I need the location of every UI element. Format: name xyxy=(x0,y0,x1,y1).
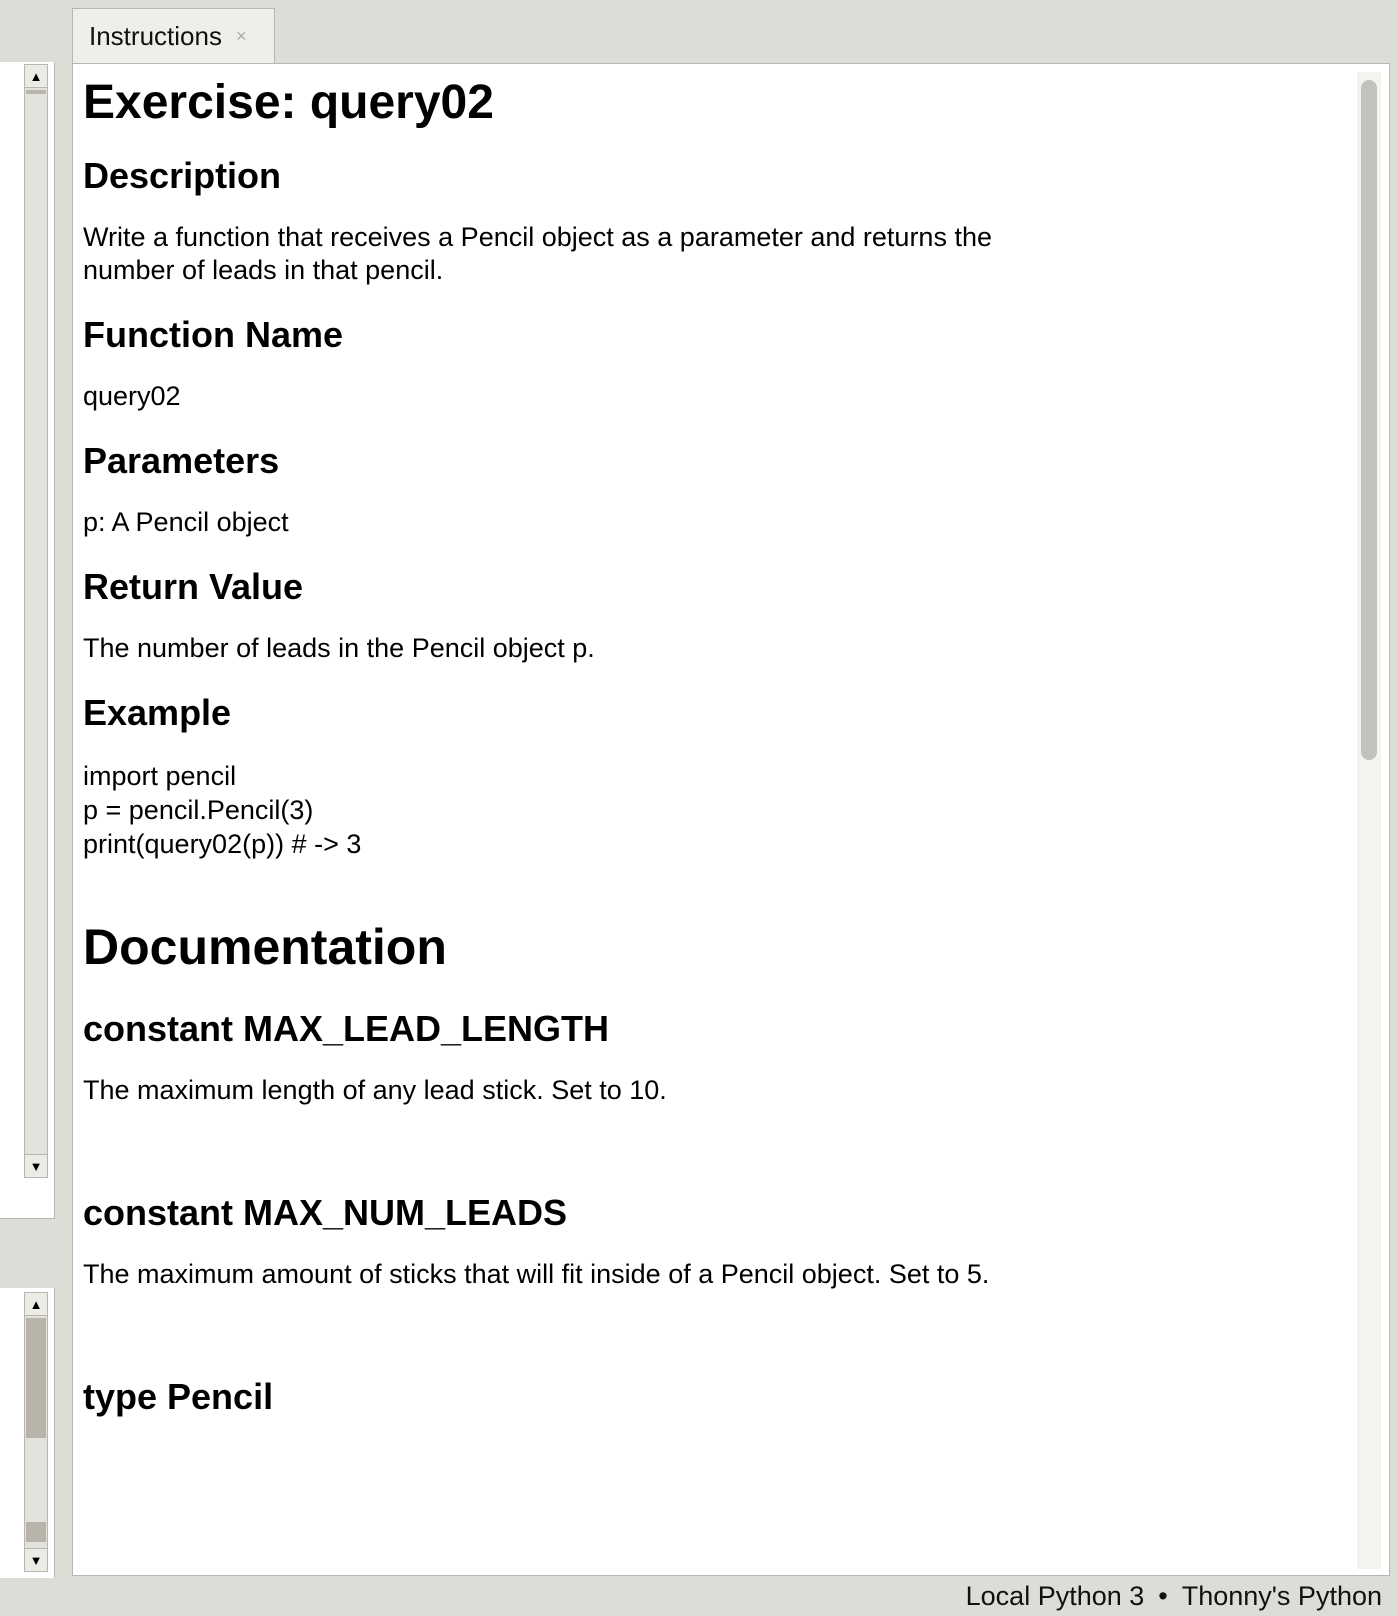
scroll-down-icon[interactable]: ▼ xyxy=(25,1154,47,1178)
python-status[interactable]: Thonny's Python xyxy=(1181,1580,1382,1611)
scroll-up-icon[interactable]: ▲ xyxy=(25,64,47,88)
function-name-heading: Function Name xyxy=(83,313,344,355)
description-heading: Description xyxy=(83,154,282,196)
example-line: p = pencil.Pencil(3) xyxy=(83,794,314,825)
instructions-scroll-thumb[interactable] xyxy=(1361,80,1377,760)
parameters-heading: Parameters xyxy=(83,439,280,481)
return-value-text: The number of leads in the Pencil object p. xyxy=(83,633,595,664)
scroll-down-icon[interactable]: ▼ xyxy=(25,1548,47,1572)
documentation-title: Documentation xyxy=(83,918,447,975)
interpreter-status[interactable]: Local Python 3 xyxy=(965,1580,1145,1611)
scroll-thumb-lower[interactable] xyxy=(26,1522,46,1542)
constant-max-lead-length-text: The maximum length of any lead stick. Set to 10. xyxy=(83,1074,667,1105)
left-bottom-scrollbar[interactable] xyxy=(24,1292,48,1572)
status-bar xyxy=(0,1576,1398,1616)
instructions-pane xyxy=(72,63,1390,1576)
example-line: print(query02(p)) # -> 3 xyxy=(83,828,362,859)
return-value-heading: Return Value xyxy=(83,566,304,608)
instructions-content xyxy=(83,64,1333,1569)
function-name: query02 xyxy=(83,380,181,411)
left-top-scrollbar[interactable] xyxy=(24,64,48,1178)
type-pencil-heading: type Pencil xyxy=(83,1375,274,1417)
constant-max-num-leads-text: The maximum amount of sticks that will fit inside of a Pencil object. Set to 5. xyxy=(83,1258,990,1289)
constant-max-lead-length-heading: constant MAX_LEAD_LENGTH xyxy=(83,1007,610,1049)
parameters-text: p: A Pencil object xyxy=(83,507,289,538)
scroll-thumb[interactable] xyxy=(26,90,46,94)
tab-label: Instructions xyxy=(89,21,222,51)
example-line: import pencil xyxy=(83,760,237,791)
constant-max-num-leads-heading: constant MAX_NUM_LEADS xyxy=(83,1191,568,1233)
instructions-scrollbar[interactable] xyxy=(1357,72,1381,1569)
example-heading: Example xyxy=(83,692,232,734)
status-separator: • xyxy=(1158,1580,1168,1611)
description-line-1: Write a function that receives a Pencil object as a parameter and returns the xyxy=(83,221,992,252)
exercise-title: Exercise: query02 xyxy=(83,76,494,129)
tab-instructions[interactable] xyxy=(72,8,275,64)
description-line-2: number of leads in that pencil. xyxy=(83,254,444,285)
scroll-thumb[interactable] xyxy=(26,1318,46,1438)
close-icon[interactable]: × xyxy=(235,26,247,46)
example-code xyxy=(83,759,1333,861)
scroll-up-icon[interactable]: ▲ xyxy=(25,1292,47,1316)
